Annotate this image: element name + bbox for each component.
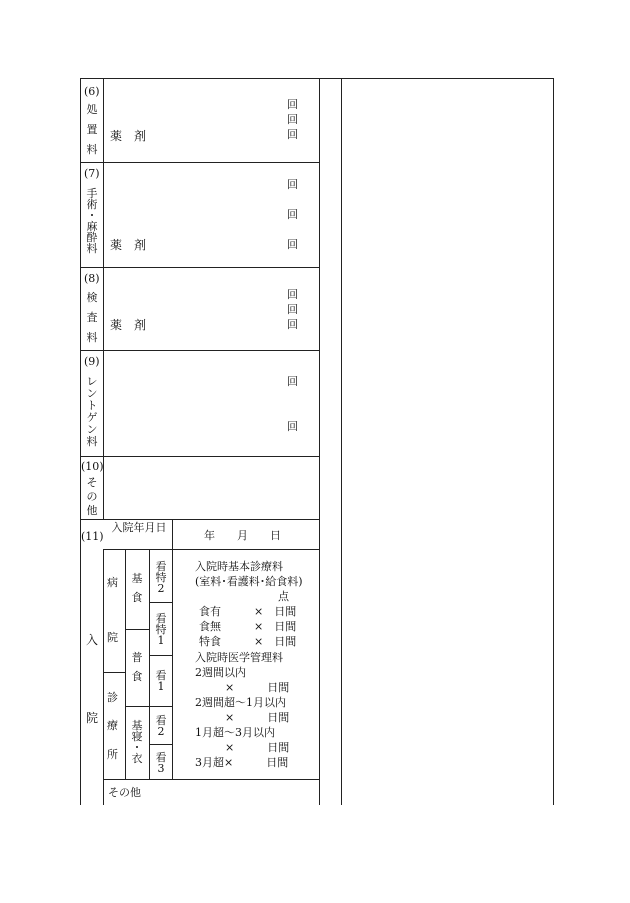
meal-fushoku: 普 食	[131, 651, 143, 683]
row-divider-8-9	[80, 350, 319, 351]
detail-line: 入院時医学管理料	[195, 651, 283, 664]
detail-line: 食有 × 日間	[199, 605, 297, 618]
section-6-number: (6)	[84, 85, 100, 98]
facility-hospital-1: 病	[107, 576, 118, 589]
detail-line: 入院時基本診療料	[195, 560, 283, 573]
detail-line: 特食 × 日間	[199, 635, 297, 648]
nursing-div-2	[149, 655, 172, 656]
section-10-number: (10)	[81, 460, 104, 473]
section-7-drug-label: 薬 剤	[110, 238, 147, 252]
admission-date-value: 年 月 日	[204, 529, 281, 542]
section-7-unit: 回	[287, 178, 298, 191]
section-10-label: そ の 他	[86, 476, 98, 517]
detail-line: 2週間超～1月以内	[195, 696, 286, 709]
nursing-toku-1: 看 特 1	[155, 612, 167, 647]
section-6-label: 処 置 料	[86, 103, 98, 156]
row-divider-6-7	[80, 162, 319, 163]
nursing-2: 看 2	[155, 714, 167, 738]
section-7-number: (7)	[84, 167, 100, 180]
facility-clinic-3: 所	[107, 748, 118, 761]
detail-line: 点	[278, 590, 289, 603]
nursing-1: 看 1	[155, 669, 167, 693]
detail-line: × 日間	[225, 741, 290, 754]
detail-line: 食無 × 日間	[199, 620, 297, 633]
section-11-label-2: 院	[86, 711, 99, 725]
border-left	[80, 78, 81, 805]
adm-date-divider	[172, 519, 173, 779]
section-6-unit: 回	[287, 128, 298, 141]
detail-line: × 日間	[225, 711, 290, 724]
nursing-div-3	[149, 706, 172, 707]
section-7-unit: 回	[287, 238, 298, 251]
section-8-unit: 回	[287, 303, 298, 316]
detail-line: 3月超× 日間	[195, 756, 289, 769]
section-8-number: (8)	[84, 272, 100, 285]
detail-line: (室料･看護料･給食料)	[195, 575, 303, 588]
section-9-unit: 回	[287, 375, 298, 388]
label-col-divider	[103, 78, 104, 520]
label-col-divider-lower	[103, 549, 104, 805]
nursing-3: 看 3	[155, 751, 167, 775]
facility-clinic-1: 診	[107, 691, 118, 704]
row-divider-10-11	[80, 519, 319, 520]
section-6-unit: 回	[287, 113, 298, 126]
nursing-tokutoku-2: 看 特 2	[155, 560, 167, 595]
section-7-unit: 回	[287, 208, 298, 221]
section-7-label: 手 術 ・ 麻 酔 料	[86, 187, 98, 255]
detail-line: × 日間	[225, 681, 290, 694]
nursing-div-4	[149, 744, 172, 745]
section-9-label: レ ン ト ゲ ン 料	[86, 375, 98, 448]
section-6-unit: 回	[287, 98, 298, 111]
border-col-divider-a	[319, 78, 320, 805]
row-divider-other	[103, 779, 319, 780]
section-8-label: 検 査 料	[86, 291, 98, 344]
meal-kishin: 基 寝 ・ 衣	[131, 719, 143, 765]
meal-kishoku: 基 食	[131, 572, 143, 604]
section-6-drug-label: 薬 剤	[110, 129, 147, 143]
facility-hospital-2: 院	[107, 631, 118, 644]
row-divider-admission	[103, 549, 319, 550]
section-11-other-label: その他	[108, 786, 141, 799]
section-11-number: (11)	[81, 530, 104, 543]
border-col-divider-b	[341, 78, 342, 805]
section-9-number: (9)	[84, 355, 100, 368]
border-right	[553, 78, 554, 805]
border-top	[80, 78, 553, 79]
meal-div-1	[125, 629, 149, 630]
row-divider-9-10	[80, 456, 319, 457]
facility-divider	[125, 549, 126, 779]
detail-line: 2週間以内	[195, 666, 246, 679]
nursing-div-1	[149, 602, 172, 603]
row-divider-7-8	[80, 267, 319, 268]
section-9-unit: 回	[287, 420, 298, 433]
detail-line: 1月超～3月以内	[195, 726, 275, 739]
facility-clinic-2: 療	[107, 719, 118, 732]
section-11-label-1: 入	[86, 633, 99, 647]
section-8-unit: 回	[287, 318, 298, 331]
section-8-unit: 回	[287, 288, 298, 301]
meal-div-2	[125, 706, 149, 707]
facility-div-1	[103, 672, 125, 673]
section-8-drug-label: 薬 剤	[110, 318, 147, 332]
admission-date-label: 入院年月日	[111, 521, 167, 534]
